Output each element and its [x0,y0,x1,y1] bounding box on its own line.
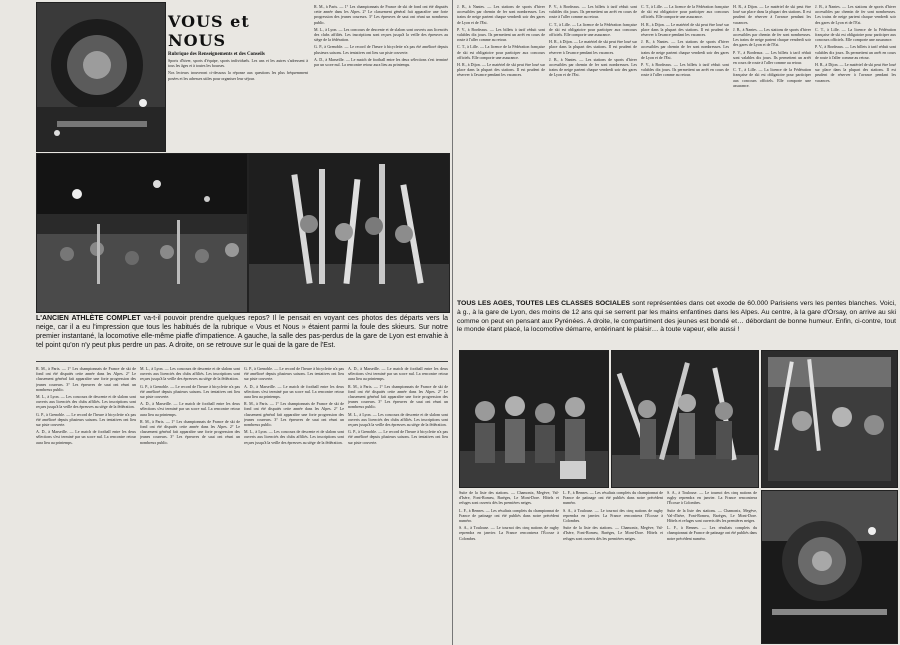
caption-text: va-t-il pouvoir prendre quelques repos? Il le pensait en voyant ces photos des départs vers la neige, car il a eu l'impression que tous les habitués de la rubrique « Vous et Nous » étaient parmi la foule des skieurs. Sur notre premier instantané, la locomotive elle-même piaffe d'impatience. A gauche, la salle des pas-perdus de la gare de Lyon est envahie à tel point qu'on n'y peut plus perdre un pas. A droite, on se retrouve sur le quai de la gare de l'Est. [36,315,448,349]
article-paragraph: C. T., à Lille. — La licence de la Fédération française de ski est obligatoire pour participer aux concours officiels. Elle comporte une assurance. [815,26,896,43]
orsay-station-photo [611,350,759,488]
departing-locomotive-photo [761,490,898,644]
article-paragraph: Suite de la liste des stations. — Chamonix, Megève, Val-d'Isère, Font-Romeu, Barèges, Le Mont-Dore. Hôtels et refuges sont ouverts dès les premières neiges. [563,525,663,541]
intro-paragraph: Nos lecteurs trouveront ci-dessous la réponse aux questions les plus fréquemment posées et les adresses utiles pour organiser leur séjour. [168,70,308,81]
compartment-photo [761,350,898,488]
article-paragraph: A. D., à Marseille. — Le match de football entre les deux sélections s'est terminé par un score nul. La rencontre retour aura lieu au printemps. [348,366,448,382]
right-bottom-column-3 [667,490,757,640]
crowd-image [37,154,247,312]
article-paragraph: A. D., à Marseille. — Le match de football entre les deux sélections s'est terminé par un score nul. La rencontre retour aura lieu au printemps. [36,429,136,445]
article-paragraph: G. P., à Grenoble. — Le record de l'heure à bicyclette n'a pas été amélioré depuis plusieurs saisons. Les tentatives ont lieu sur piste couverte. [36,411,136,428]
skiers-image [249,154,449,312]
article-paragraph: L. F., à Rennes. — Les résultats complets du championnat de France de patinage ont été publiés dans notre précédent numéro. [459,507,559,524]
children-photo [459,350,609,488]
article-paragraph: C. T., à Lille. — La licence de la Fédération française de ski est obligatoire pour participer aux concours officiels. Elle comporte une assurance. [457,44,545,60]
crowd-station-photo [36,153,248,313]
right-column-4 [733,4,811,296]
article-paragraph: P. V., à Bordeaux. — Les billets à tarif réduit sont valables dix jours. Ils permettent un arrêt en cours de route à l'aller comme au retour. [733,49,811,66]
article-paragraph: S. A., à Toulouse. — Le tournoi des cinq nations de rugby reprendra en janvier. La France rencontrera l'Écosse à Colombes. [667,490,757,506]
right-column-1 [457,4,545,296]
article-paragraph: C. T., à Lille. — La licence de la Fédération française de ski est obligatoire pour participer aux concours officiels. Elle comporte une assurance. [641,4,729,20]
article-paragraph: J. B., à Nantes. — Les stations de sports d'hiver accessibles par chemin de fer sont nombreuses. Les trains de neige partent chaque vendredi soir des gares de Lyon et de l'Est. [457,4,545,25]
article-paragraph: G. P., à Grenoble. — Le record de l'heure à bicyclette n'a pas été amélioré depuis plusieurs saisons. Les tentatives ont lieu sur piste couverte. [314,44,448,55]
right-page [453,0,900,645]
article-paragraph: G. P., à Grenoble. — Le record de l'heure à bicyclette n'a pas été amélioré depuis plusieurs saisons. Les tentatives ont lieu sur piste couverte. [244,366,344,382]
article-paragraph: H. R., à Dijon. — Le matériel de ski peut être loué sur place dans la plupart des stations. Il est prudent de réserver à l'avance pendant les vacances. [733,4,811,25]
departing-locomotive-image [762,491,897,643]
photo-banner-caption [457,300,896,346]
locomotive-photo [36,2,166,152]
article-paragraph: A. D., à Marseille. — Le match de football entre les deux sélections s'est terminé par un score nul. La rencontre retour aura lieu au printemps. [314,56,448,68]
article-paragraph: M. L., à Lyon. — Les concours de descente et de slalom sont ouverts aux licenciés des clubs affiliés. Les inscriptions sont reçues jusqu'à la veille des épreuves au siège de la fédération. [140,366,240,382]
page-subtitle: Rubrique des Renseignements et des Conseils [168,52,265,57]
article-paragraph: M. L., à Lyon. — Les concours de descente et de slalom sont ouverts aux licenciés des clubs affiliés. Les inscriptions sont reçues jusqu'à la veille des épreuves au siège de la fédération. [244,429,344,445]
article-paragraph: G. P., à Grenoble. — Le record de l'heure à bicyclette n'a pas été amélioré depuis plusieurs saisons. Les tentatives ont lieu sur piste couverte. [140,383,240,400]
caption-divider [36,361,448,362]
right-column-5 [815,4,896,296]
photo-caption [36,314,448,360]
article-paragraph: H. R., à Dijon. — Le matériel de ski peut être loué sur place dans la plupart des stations. Il est prudent de réserver à l'avance pendant les vacances. [641,21,729,38]
right-bottom-column-2 [563,490,663,640]
orsay-image [612,351,758,487]
article-paragraph: P. V., à Bordeaux. — Les billets à tarif réduit sont valables dix jours. Ils permettent un arrêt en cours de route à l'aller comme au retour. [549,4,637,20]
article-column-1 [36,366,136,640]
article-paragraph: M. L., à Lyon. — Les concours de descente et de slalom sont ouverts aux licenciés des clubs affiliés. Les inscriptions sont reçues jusqu'à la veille des épreuves au siège de la fédération. [348,411,448,428]
article-paragraph: M. L., à Lyon. — Les concours de descente et de slalom sont ouverts aux licenciés des clubs affiliés. Les inscriptions sont reçues jusqu'à la veille des épreuves au siège de la fédération. [36,394,136,410]
children-image [460,351,608,487]
article-paragraph: H. R., à Dijon. — Le matériel de ski peut être loué sur place dans la plupart des stations. Il est prudent de réserver à l'avance pendant les vacances. [549,39,637,55]
article-paragraph: P. V., à Bordeaux. — Les billets à tarif réduit sont valables dix jours. Ils permettent un arrêt en cours de route à l'aller comme au retour. [815,44,896,60]
article-paragraph: C. T., à Lille. — La licence de la Fédération française de ski est obligatoire pour participer aux concours officiels. Elle comporte une assurance. [733,67,811,88]
caption-lead: L'ANCIEN ATHLÈTE COMPLET [36,315,141,322]
article-paragraph: J. B., à Nantes. — Les stations de sports d'hiver accessibles par chemin de fer sont nombreuses. Les trains de neige partent chaque vendredi soir des gares de Lyon et de l'Est. [815,4,896,25]
article-paragraph: R. M., à Paris. — 1° Les championnats de France de ski de fond ont été disputés cette année dans les Alpes. 2° Le classement général fait apparaître une forte progression des jeunes coureurs. 3° Les épreuves de saut ont réuni un nombreux public. [244,401,344,428]
article-column-4 [348,366,448,640]
right-column-2 [549,4,637,296]
article-paragraph: Suite de la liste des stations. — Chamonix, Megève, Val-d'Isère, Font-Romeu, Barèges, Le Mont-Dore. Hôtels et refuges sont ouverts dès les premières neiges. [459,490,559,506]
article-paragraph: R. M., à Paris. — 1° Les championnats de France de ski de fond ont été disputés cette année dans les Alpes. 2° Le classement général fait apparaître une forte progression des jeunes coureurs. 3° Les épreuves de saut ont réuni un nombreux public. [314,4,448,25]
locomotive-image [37,3,165,151]
article-paragraph: R. M., à Paris. — 1° Les championnats de France de ski de fond ont été disputés cette année dans les Alpes. 2° Le classement général fait apparaître une forte progression des jeunes coureurs. 3° Les épreuves de saut ont réuni un nombreux public. [348,383,448,410]
article-paragraph: S. A., à Toulouse. — Le tournoi des cinq nations de rugby reprendra en janvier. La France rencontrera l'Écosse à Colombes. [459,525,559,541]
article-paragraph: A. D., à Marseille. — Le match de football entre les deux sélections s'est terminé par un score nul. La rencontre retour aura lieu au printemps. [140,401,240,417]
banner-text: sont représentées dans cet exode de 60.000 Parisiens vers les pentes blanches. Voici, à g., à la gare de Lyon, des moins de 12 ans qui se serrent par les mains enfantines dans les Alpes. Au centre, à la gare d'Orsay, on arrive au ski comme on peut en pensant aux Pyrénées. A droite, le compartiment des jeunes est bondé et… débordant de bonne humeur. Enfin, ci-contre, tout le monde étant placé, la locomotive démarre, entérinant le plaisir… à toute vapeur, elle aussi ! [457,300,897,334]
article-column-3 [244,366,344,640]
right-bottom-column-1 [459,490,559,640]
compartment-image [762,351,897,487]
article-paragraph: H. R., à Dijon. — Le matériel de ski peut être loué sur place dans la plupart des stations. Il est prudent de réserver à l'avance pendant les vacances. [457,62,545,78]
article-paragraph: J. B., à Nantes. — Les stations de sports d'hiver accessibles par chemin de fer sont nombreuses. Les trains de neige partent chaque vendredi soir des gares de Lyon et de l'Est. [733,26,811,48]
article-paragraph: A. D., à Marseille. — Le match de football entre les deux sélections s'est terminé par un score nul. La rencontre retour aura lieu au printemps. [244,383,344,400]
article-paragraph: R. M., à Paris. — 1° Les championnats de France de ski de fond ont été disputés cette année dans les Alpes. 2° Le classement général fait apparaître une forte progression des jeunes coureurs. 3° Les épreuves de saut ont réuni un nombreux public. [140,418,240,445]
header-box [168,12,308,122]
article-paragraph: R. M., à Paris. — 1° Les championnats de France de ski de fond ont été disputés cette année dans les Alpes. 2° Le classement général fait apparaître une forte progression des jeunes coureurs. 3° Les épreuves de saut ont réuni un nombreux public. [36,366,136,392]
article-paragraph: J. B., à Nantes. — Les stations de sports d'hiver accessibles par chemin de fer sont nombreuses. Les trains de neige partent chaque vendredi soir des gares de Lyon et de l'Est. [549,56,637,78]
article-column-2 [140,366,240,640]
article-paragraph: Suite de la liste des stations. — Chamonix, Megève, Val-d'Isère, Font-Romeu, Barèges, Le Mont-Dore. Hôtels et refuges sont ouverts dès les premières neiges. [667,507,757,524]
top-right-column [314,4,448,150]
banner-lead: TOUS LES AGES, TOUTES LES CLASSES SOCIALES [457,300,631,307]
article-paragraph: H. R., à Dijon. — Le matériel de ski peut être loué sur place dans la plupart des stations. Il est prudent de réserver à l'avance pendant les vacances. [815,62,896,83]
page-title: VOUS et NOUS [168,12,250,50]
right-column-3 [641,4,729,296]
article-paragraph: G. P., à Grenoble. — Le record de l'heure à bicyclette n'a pas été amélioré depuis plusieurs saisons. Les tentatives ont lieu sur piste couverte. [348,429,448,445]
article-paragraph: M. L., à Lyon. — Les concours de descente et de slalom sont ouverts aux licenciés des clubs affiliés. Les inscriptions sont reçues jusqu'à la veille des épreuves au siège de la fédération. [314,26,448,43]
article-paragraph: L. F., à Rennes. — Les résultats complets du championnat de France de patinage ont été publiés dans notre précédent numéro. [563,490,663,506]
article-paragraph: J. B., à Nantes. — Les stations de sports d'hiver accessibles par chemin de fer sont nombreuses. Les trains de neige partent chaque vendredi soir des gares de Lyon et de l'Est. [641,39,729,60]
article-paragraph: P. V., à Bordeaux. — Les billets à tarif réduit sont valables dix jours. Ils permettent un arrêt en cours de route à l'aller comme au retour. [641,62,729,78]
article-paragraph: L. F., à Rennes. — Les résultats complets du championnat de France de patinage ont été publiés dans notre précédent numéro. [667,525,757,541]
article-paragraph: P. V., à Bordeaux. — Les billets à tarif réduit sont valables dix jours. Ils permettent un arrêt en cours de route à l'aller comme au retour. [457,26,545,43]
skiers-platform-photo [248,153,450,313]
intro-paragraph: Sports d'hiver, sports d'équipe, sports individuels. Les uns et les autres s'adressent à tous les âges et à toutes les bourses. [168,58,308,69]
article-paragraph: S. A., à Toulouse. — Le tournoi des cinq nations de rugby reprendra en janvier. La France rencontrera l'Écosse à Colombes. [563,507,663,524]
article-paragraph: C. T., à Lille. — La licence de la Fédération française de ski est obligatoire pour participer aux concours officiels. Elle comporte une assurance. [549,21,637,38]
